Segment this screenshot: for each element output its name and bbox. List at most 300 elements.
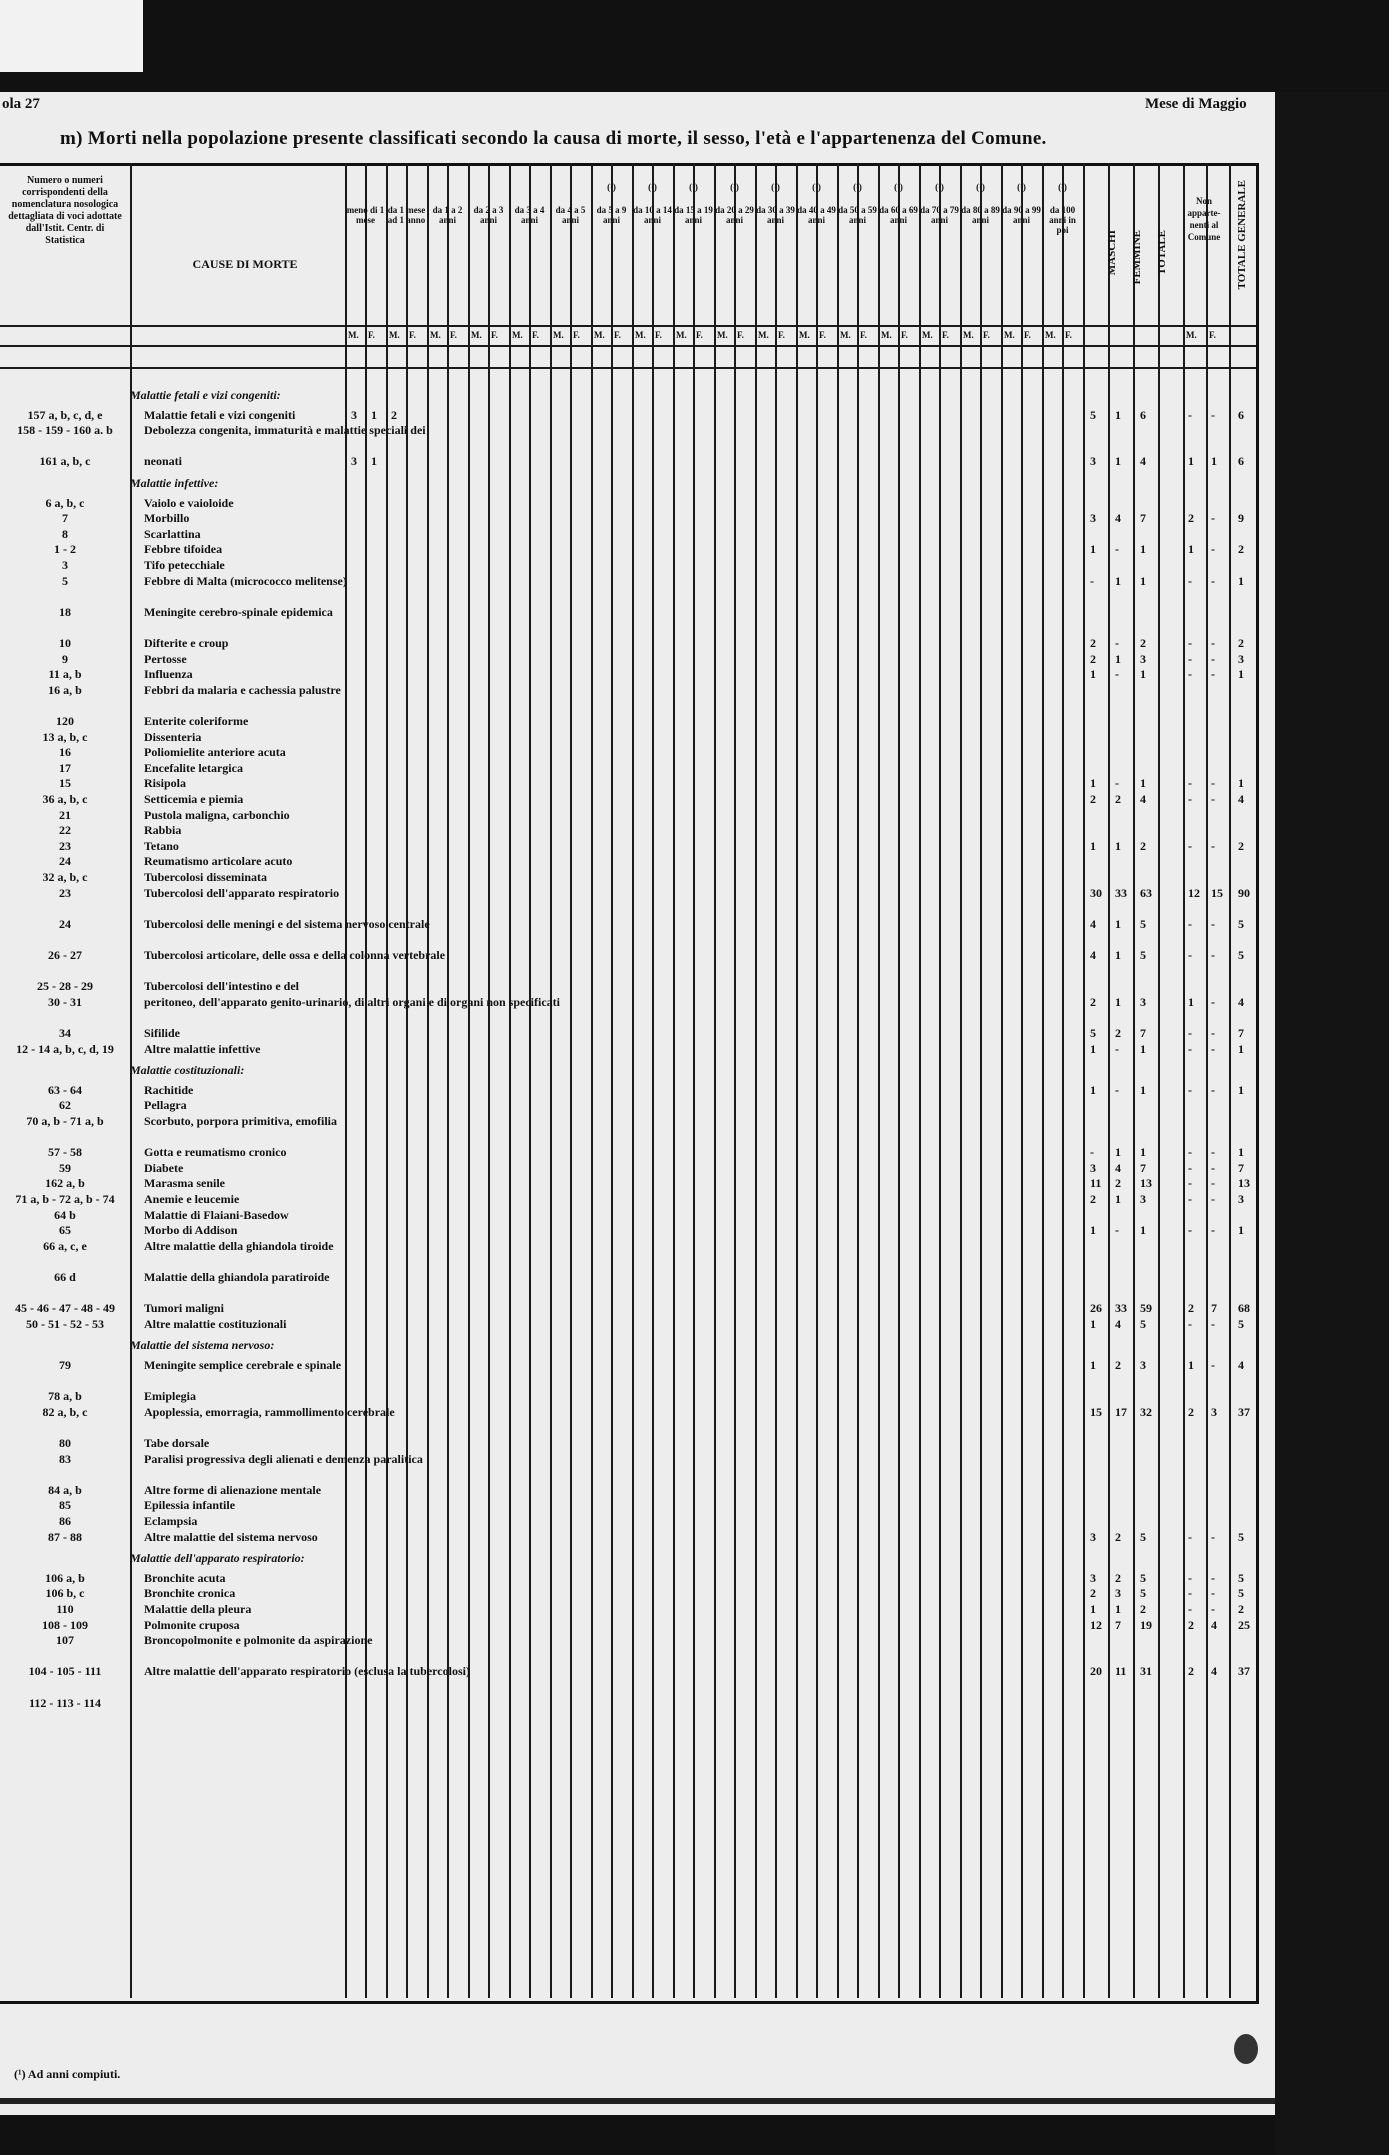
grid-vline (468, 163, 470, 1998)
female-subheader: F. (1065, 330, 1072, 340)
total-count: 1 (1140, 1082, 1146, 1097)
total-count: - (1211, 1570, 1215, 1585)
total-count: 7 (1211, 1301, 1217, 1316)
grid-vline (1229, 163, 1231, 1998)
total-count: 7 (1140, 1026, 1146, 1040)
total-count: 2 (1238, 838, 1244, 853)
cause-of-death: Dissenteria (144, 729, 202, 744)
nomenclature-code: 7 (62, 511, 68, 526)
total-count: 3 (1140, 1192, 1146, 1206)
total-count: - (1211, 994, 1215, 1009)
note-mark: (¹) (976, 182, 985, 192)
nomenclature-code: 25 - 28 - 29 (37, 979, 93, 994)
grid-vline (673, 163, 675, 1998)
total-count: 3 (1140, 1358, 1146, 1372)
total-count: - (1211, 1041, 1215, 1056)
nomenclature-code: 63 - 64 (48, 1082, 82, 1097)
total-count: - (1188, 1192, 1192, 1206)
total-count: 2 (1090, 792, 1096, 806)
cause-of-death: Diabete (144, 1160, 184, 1175)
female-subheader: F. (655, 330, 662, 340)
grid-vline (775, 163, 777, 1998)
total-count: - (1211, 636, 1215, 650)
grid-vline (611, 163, 613, 1998)
cause-of-death: Tubercolosi dell'intestino e del (144, 979, 300, 994)
nomenclature-code: 162 a, b (45, 1176, 85, 1191)
total-count: 2 (1090, 1192, 1096, 1206)
nomenclature-code: 18 (59, 604, 71, 619)
total-count: - (1188, 1160, 1192, 1175)
age-column-label: da 2 a 3 anni (473, 205, 504, 225)
grid-vline (939, 163, 941, 1998)
scan-dark-edge (1275, 92, 1389, 2155)
cause-of-death: Morbo di Addison (144, 1223, 238, 1238)
total-count: 4 (1238, 1358, 1244, 1372)
female-subheader: F. (901, 330, 908, 340)
grid-vline (960, 163, 962, 1998)
total-count: 4 (1211, 1664, 1217, 1679)
cause-of-death: Tifo petecchiale (144, 558, 225, 572)
male-subheader: M. (512, 330, 523, 340)
female-subheader: F. (532, 330, 539, 340)
age-column-label: meno di 1 mese (346, 205, 385, 225)
table-title: m) Morti nella popolazione presente classificati secondo la causa di morte, il sesso, l'età e l'appartenenza del Comune. (60, 128, 1047, 149)
total-count: - (1211, 651, 1215, 666)
total-count: 1 (1238, 1082, 1244, 1097)
grid-vline (857, 163, 859, 1998)
grid-hline (0, 325, 1256, 327)
total-count: 7 (1140, 511, 1146, 526)
grid-vline (1206, 163, 1208, 1998)
grid-vline (693, 163, 695, 1998)
cause-of-death: Febbri da malaria e cachessia palustre (144, 682, 341, 697)
total-count: 63 (1140, 885, 1152, 900)
nomenclature-code: 12 - 14 a, b, c, d, 19 (16, 1041, 114, 1056)
total-count: 5 (1140, 916, 1146, 931)
age-column-label: da 15 a 19 anni (674, 205, 713, 225)
female-subheader: F. (737, 330, 744, 340)
nomenclature-code: 64 b (54, 1207, 76, 1222)
total-count: - (1115, 542, 1119, 557)
age-column-label: da 90 a 99 anni (1002, 205, 1041, 225)
total-count: 1 (1115, 573, 1121, 588)
cause-of-death: Influenza (144, 667, 193, 682)
total-count: - (1188, 667, 1192, 682)
nomenclature-code: 36 a, b, c (42, 792, 88, 806)
total-count: - (1188, 407, 1192, 422)
total-count: 1 (1140, 667, 1146, 682)
total-count: 37 (1238, 1664, 1250, 1679)
total-count: 32 (1140, 1404, 1152, 1419)
total-count: - (1211, 1176, 1215, 1191)
nomenclature-code: 65 (59, 1223, 71, 1238)
cause-of-death: Altre malattie infettive (144, 1041, 261, 1056)
total-count: 5 (1238, 1570, 1244, 1585)
cause-of-death: Vaiolo e vaioloide (144, 495, 234, 510)
total-count: 4 (1140, 792, 1146, 806)
total-count: - (1188, 1145, 1192, 1160)
total-count: 7 (1238, 1160, 1244, 1175)
total-count: 2 (1140, 636, 1146, 650)
total-count: 15 (1090, 1404, 1102, 1419)
total-count: 30 (1090, 885, 1102, 900)
nomenclature-code: 21 (59, 807, 71, 822)
total-count: - (1188, 1176, 1192, 1191)
section-heading: Malattie dell'apparato respiratorio: (130, 1551, 305, 1566)
nomenclature-code: 87 - 88 (48, 1529, 82, 1544)
note-mark: (¹) (935, 182, 944, 192)
total-count: 1 (1238, 573, 1244, 588)
non-app-subheader: M. (1186, 330, 1197, 340)
grid-vline (1083, 163, 1085, 1998)
nomenclature-code: 71 a, b - 72 a, b - 74 (15, 1192, 115, 1206)
cause-of-death: Tubercolosi disseminata (144, 870, 268, 884)
nomenclature-code: 11 a, b (48, 667, 82, 682)
nomenclature-code: 24 (59, 854, 71, 869)
cause-of-death: Gotta e reumatismo cronico (144, 1145, 287, 1160)
cause-of-death: Bronchite cronica (144, 1586, 236, 1601)
section-heading: Malattie costituzionali: (130, 1063, 245, 1078)
female-subheader: F. (942, 330, 949, 340)
total-count: 2 (1140, 1602, 1146, 1616)
total-count: 4 (1090, 948, 1096, 962)
cause-of-death: Rabbia (144, 823, 182, 838)
grid-vline (878, 163, 880, 1998)
total-count: - (1211, 792, 1215, 806)
total-count: 1 (1090, 542, 1096, 557)
total-count: - (1188, 916, 1192, 931)
page-label-right: Mese di Maggio (1145, 96, 1247, 112)
total-count: 2 (1238, 542, 1244, 557)
total-count: 1 (1140, 776, 1146, 791)
footnote: (¹) Ad anni compiuti. (14, 2067, 121, 2081)
total-count: 4 (1115, 1316, 1121, 1331)
cause-of-death: peritoneo, dell'apparato genito-urinario, di altri organi e di organi non specificati (144, 994, 560, 1009)
total-count: 1 (1188, 454, 1194, 469)
total-count: 6 (1238, 454, 1244, 469)
total-count: 2 (1140, 838, 1146, 853)
note-mark: (¹) (1058, 182, 1067, 192)
grid-vline (734, 163, 736, 1998)
total-count: - (1188, 776, 1192, 791)
female-subheader: F. (696, 330, 703, 340)
total-count: 1 (1090, 1041, 1096, 1056)
header-codes: Numero o numeri corrispondenti della nomenclatura nosologica dettagliata di voci adottate dall'Istit. Centr. di Statistica (8, 175, 122, 246)
total-count: 1 (1115, 1145, 1121, 1160)
total-count: 5 (1238, 916, 1244, 931)
nomenclature-code: 158 - 159 - 160 a. b (17, 423, 113, 438)
age-column-label: da 100 anni in poi (1049, 205, 1076, 235)
cause-of-death: Marasma senile (144, 1176, 225, 1191)
cause-of-death: Anemie e leucemie (144, 1192, 240, 1206)
total-count: - (1188, 1026, 1192, 1040)
total-count: - (1115, 1223, 1119, 1238)
non-app-subheader: F. (1209, 330, 1216, 340)
header-totale-generale: TOTALE GENERALE (1236, 180, 1248, 290)
total-count: 1 (1188, 1358, 1194, 1372)
cause-of-death: Pertosse (144, 651, 187, 666)
total-count: 1 (1115, 407, 1121, 422)
header-totale: TOTALE (1156, 230, 1168, 275)
total-count: 59 (1140, 1301, 1152, 1316)
note-mark: (¹) (1017, 182, 1026, 192)
age-column-label: da 3 a 4 anni (514, 205, 545, 225)
total-count: 26 (1090, 1301, 1102, 1316)
nomenclature-code: 104 - 105 - 111 (28, 1664, 102, 1679)
grid-hline (0, 345, 1256, 347)
total-count: - (1090, 1145, 1094, 1160)
total-count: 33 (1115, 1301, 1127, 1316)
age-count: 2 (391, 407, 397, 422)
total-count: 5 (1140, 1586, 1146, 1601)
male-subheader: M. (389, 330, 400, 340)
cause-of-death: Febbre tifoidea (144, 542, 223, 557)
cause-of-death: Morbillo (144, 511, 190, 526)
cause-of-death: Enterite coleriforme (144, 714, 249, 728)
total-count: 1 (1115, 838, 1121, 853)
female-subheader: F. (819, 330, 826, 340)
female-subheader: F. (409, 330, 416, 340)
note-mark: (¹) (894, 182, 903, 192)
grid-vline (550, 163, 552, 1998)
cause-of-death: Eclampsia (144, 1514, 198, 1528)
header-femmine: FEMMINE (1131, 230, 1143, 285)
total-count: 4 (1238, 994, 1244, 1009)
cause-of-death: Sifilide (144, 1026, 181, 1040)
nomenclature-code: 157 a, b, c, d, e (27, 407, 103, 422)
age-column-label: da 80 a 89 anni (961, 205, 1000, 225)
male-subheader: M. (922, 330, 933, 340)
total-count: 2 (1090, 994, 1096, 1009)
total-count: - (1211, 1192, 1215, 1206)
note-mark: (¹) (853, 182, 862, 192)
female-subheader: F. (450, 330, 457, 340)
total-count: - (1211, 1316, 1215, 1331)
age-column-label: da 10 a 14 anni (633, 205, 672, 225)
male-subheader: M. (1045, 330, 1056, 340)
total-count: 3 (1090, 511, 1096, 526)
male-subheader: M. (1004, 330, 1015, 340)
cause-of-death: Malattie della pleura (144, 1602, 252, 1616)
total-count: - (1188, 1586, 1192, 1601)
total-count: 2 (1188, 1617, 1194, 1632)
total-count: 5 (1238, 948, 1244, 962)
grid-vline (509, 163, 511, 1998)
female-subheader: F. (860, 330, 867, 340)
total-count: 2 (1090, 1586, 1096, 1601)
total-count: 1 (1238, 1223, 1244, 1238)
total-count: 1 (1090, 1358, 1096, 1372)
total-count: - (1188, 948, 1192, 962)
section-heading: Malattie del sistema nervoso: (130, 1338, 275, 1353)
nomenclature-code: 80 (59, 1436, 71, 1450)
cause-of-death: Scarlattina (144, 526, 201, 541)
total-count: 1 (1238, 667, 1244, 682)
grid-vline (130, 163, 132, 1998)
total-count: 1 (1090, 776, 1096, 791)
age-column-label: da 60 a 69 anni (879, 205, 918, 225)
nomenclature-code: 62 (59, 1098, 71, 1113)
nomenclature-code: 112 - 113 - 114 (28, 1695, 101, 1710)
note-mark: (¹) (689, 182, 698, 192)
grid-vline (1183, 163, 1185, 1998)
total-count: 3 (1090, 1529, 1096, 1544)
total-count: 4 (1090, 916, 1096, 931)
male-subheader: M. (758, 330, 769, 340)
total-count: 3 (1140, 994, 1146, 1009)
total-count: 3 (1140, 651, 1146, 666)
total-count: 20 (1090, 1664, 1102, 1679)
cause-of-death: Paralisi progressiva degli alienati e demenza paralitica (144, 1451, 423, 1466)
total-count: - (1211, 948, 1215, 962)
nomenclature-code: 22 (59, 823, 71, 838)
nomenclature-code: 85 (59, 1498, 71, 1513)
nomenclature-code: 15 (59, 776, 71, 791)
nomenclature-code: 24 (59, 916, 71, 931)
scan-smudge (1234, 2034, 1258, 2064)
total-count: - (1211, 511, 1215, 526)
total-count: - (1188, 1041, 1192, 1056)
total-count: - (1115, 776, 1119, 791)
grid-vline (427, 163, 429, 1998)
cause-of-death: Emiplegia (144, 1389, 197, 1404)
grid-vline (1158, 163, 1160, 1998)
total-count: 1 (1238, 1145, 1244, 1160)
nomenclature-code: 108 - 109 (42, 1617, 88, 1632)
nomenclature-code: 8 (62, 526, 68, 541)
note-mark: (¹) (771, 182, 780, 192)
total-count: - (1211, 776, 1215, 791)
nomenclature-code: 82 a, b, c (42, 1404, 88, 1419)
total-count: 2 (1115, 1358, 1121, 1372)
total-count: 17 (1115, 1404, 1127, 1419)
total-count: 4 (1238, 792, 1244, 806)
total-count: 1 (1090, 1602, 1096, 1616)
male-subheader: M. (676, 330, 687, 340)
total-count: - (1211, 838, 1215, 853)
female-subheader: F. (491, 330, 498, 340)
total-count: 4 (1115, 511, 1121, 526)
total-count: - (1211, 916, 1215, 931)
nomenclature-code: 34 (59, 1026, 71, 1040)
grid-vline (1042, 163, 1044, 1998)
total-count: 2 (1238, 1602, 1244, 1616)
total-count: 7 (1140, 1160, 1146, 1175)
page-label-left: ola 27 (2, 96, 40, 112)
total-count: 3 (1238, 1192, 1244, 1206)
total-count: 2 (1238, 636, 1244, 650)
male-subheader: M. (840, 330, 851, 340)
total-count: 6 (1140, 407, 1146, 422)
total-count: - (1115, 1041, 1119, 1056)
note-mark: (¹) (648, 182, 657, 192)
header-causes: CAUSE DI MORTE (192, 257, 298, 271)
nomenclature-code: 16 a, b (48, 682, 82, 697)
total-count: 9 (1238, 511, 1244, 526)
total-count: 19 (1140, 1617, 1152, 1632)
grid-vline (755, 163, 757, 1998)
nomenclature-code: 16 (59, 745, 71, 760)
cause-of-death: Polmonite cruposa (144, 1617, 240, 1632)
cause-of-death: Apoplessia, emorragia, rammollimento cerebrale (144, 1404, 395, 1419)
note-mark: (¹) (607, 182, 616, 192)
total-count: 2 (1090, 636, 1096, 650)
grid-vline (796, 163, 798, 1998)
grid-vline (980, 163, 982, 1998)
nomenclature-code: 70 a, b - 71 a, b (26, 1114, 104, 1128)
total-count: - (1211, 1082, 1215, 1097)
female-subheader: F. (778, 330, 785, 340)
total-count: 6 (1238, 407, 1244, 422)
cause-of-death: Tubercolosi delle meningi e del sistema nervoso centrale (144, 916, 430, 931)
cause-of-death: Febbre di Malta (micrococco melitense) (144, 573, 347, 588)
total-count: - (1211, 1145, 1215, 1160)
age-count: 3 (351, 407, 357, 422)
nomenclature-code: 45 - 46 - 47 - 48 - 49 (15, 1301, 115, 1316)
total-count: 5 (1140, 1316, 1146, 1331)
cause-of-death: Encefalite letargica (144, 760, 243, 775)
nomenclature-code: 5 (62, 573, 68, 588)
male-subheader: M. (717, 330, 728, 340)
total-count: - (1211, 542, 1215, 557)
total-count: - (1090, 573, 1094, 588)
age-column-label: da 30 a 39 anni (756, 205, 795, 225)
total-count: 1 (1115, 1602, 1121, 1616)
nomenclature-code: 83 (59, 1451, 71, 1466)
cause-of-death: Altre malattie del sistema nervoso (144, 1529, 318, 1544)
total-count: 12 (1188, 885, 1200, 900)
grid-vline (447, 163, 449, 1998)
total-count: 33 (1115, 885, 1127, 900)
total-count: 1 (1115, 454, 1121, 469)
total-count: 90 (1238, 885, 1250, 900)
nomenclature-code: 59 (59, 1160, 71, 1175)
nomenclature-code: 106 a, b (45, 1570, 85, 1585)
total-count: 1 (1090, 1223, 1096, 1238)
age-count: 1 (371, 454, 377, 469)
nomenclature-code: 17 (59, 760, 71, 775)
total-count: 2 (1188, 511, 1194, 526)
total-count: 7 (1115, 1617, 1121, 1632)
total-count: 2 (1115, 1570, 1121, 1585)
total-count: 3 (1090, 1160, 1096, 1175)
total-count: - (1211, 573, 1215, 588)
cause-of-death: Meningite semplice cerebrale e spinale (144, 1358, 342, 1372)
total-count: - (1188, 1316, 1192, 1331)
total-count: 1 (1211, 454, 1217, 469)
nomenclature-code: 79 (59, 1358, 71, 1372)
total-count: 1 (1115, 651, 1121, 666)
grid-vline (570, 163, 572, 1998)
nomenclature-code: 32 a, b, c (42, 870, 88, 884)
age-column-label: da 40 a 49 anni (797, 205, 836, 225)
total-count: - (1188, 838, 1192, 853)
nomenclature-code: 120 (56, 714, 74, 728)
total-count: 68 (1238, 1301, 1250, 1316)
total-count: - (1115, 1082, 1119, 1097)
male-subheader: M. (430, 330, 441, 340)
total-count: 3 (1090, 1570, 1096, 1585)
age-column-label: da 70 a 79 anni (920, 205, 959, 225)
total-count: 5 (1140, 1570, 1146, 1585)
male-subheader: M. (635, 330, 646, 340)
age-column-label: da 4 a 5 anni (555, 205, 586, 225)
cause-of-death: Scorbuto, porpora primitiva, emofilia (144, 1114, 337, 1128)
cause-of-death: Setticemia e piemia (144, 792, 244, 806)
total-count: 5 (1238, 1529, 1244, 1544)
cause-of-death: Altre malattie costituzionali (144, 1316, 287, 1331)
grid-vline (406, 163, 408, 1998)
